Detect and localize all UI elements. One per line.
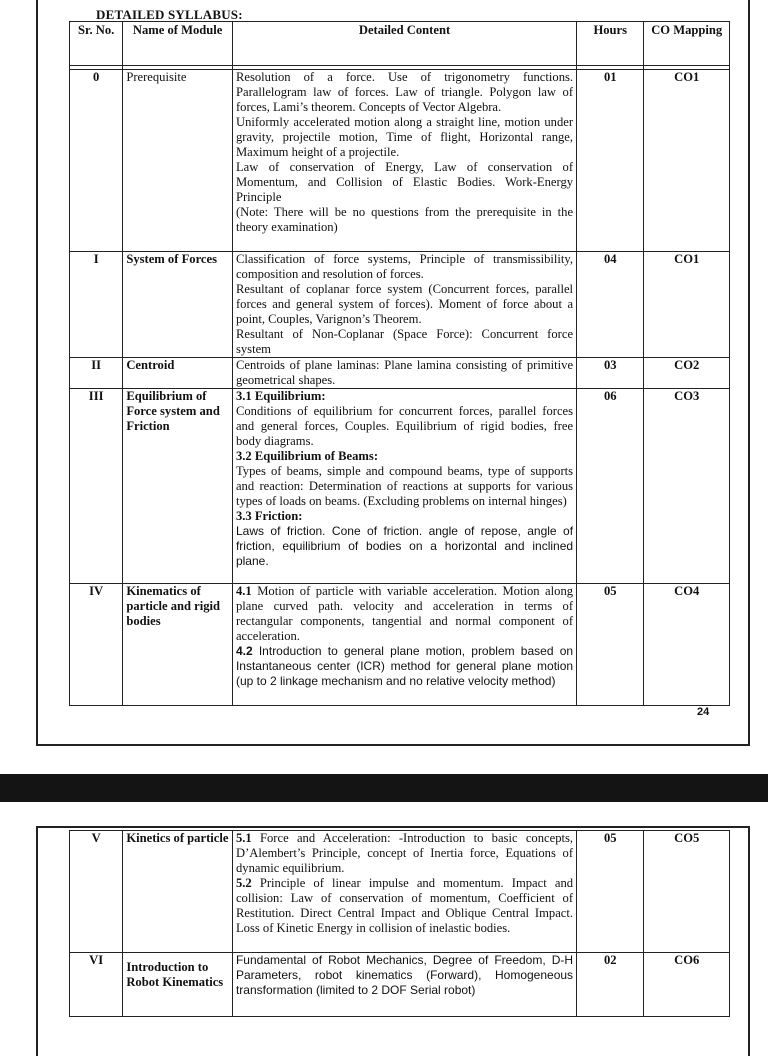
table-header-row [70, 22, 730, 66]
content-paragraph: Laws of friction. Cone of friction. angle of repose, angle of friction, equilibrium of bodies on a horizontal and inclined plane. [235, 524, 574, 568]
column-header-sr-no: Sr. No. [70, 22, 123, 66]
table-row-3 [70, 389, 730, 584]
subsection-text: Force and Acceleration: -Introduction to basic concepts, D’Alembert’s Principle, concept of Inertia force, Equations of dynamic equilibrium. [235, 831, 574, 875]
column-header-detailed-content: Detailed Content [232, 22, 576, 66]
content-paragraph [236, 644, 573, 689]
co-mapping: CO5 [644, 831, 730, 953]
sr-no: VI [70, 953, 123, 1017]
co-mapping: CO6 [644, 953, 730, 1017]
module-name: Kinetics of particle [123, 831, 233, 953]
table-row-1 [70, 252, 730, 358]
hours: 05 [577, 584, 644, 706]
subsection-heading: 3.2 Equilibrium of Beams: [235, 449, 379, 463]
column-header-module-name: Name of Module [123, 22, 233, 66]
sr-no: II [70, 358, 123, 389]
subsection-heading: 3.3 Friction: [235, 509, 303, 523]
hours: 01 [577, 70, 644, 252]
sr-no: 0 [70, 70, 123, 252]
content-paragraph: Types of beams, simple and compound beams, type of supports and reaction: Determination of reactions at supports for various types of loads on beams. (Excluding problems on internal hinges) [235, 464, 574, 508]
page-number: 24 [697, 706, 710, 718]
module-content [232, 70, 576, 252]
hours: 06 [577, 389, 644, 584]
content-paragraph: Conditions of equilibrium for concurrent forces, parallel forces and general forces, Couples. Equilibrium of rigid bodies, free body diagrams. [235, 404, 574, 448]
page-separator [0, 774, 768, 802]
sr-no: III [70, 389, 123, 584]
content-paragraph [236, 876, 573, 936]
table-row-5 [70, 831, 730, 953]
subsection-heading: 3.1 Equilibrium: [235, 389, 326, 403]
hours: 05 [577, 831, 644, 953]
content-paragraph: Centroids of plane laminas: Plane lamina consisting of primitive geometrical shapes. [235, 358, 574, 387]
content-paragraph: Resultant of coplanar force system (Concurrent forces, parallel forces and general system of forces). Moment of force about a point, Couples, Varignon’s Theorem. [235, 282, 574, 326]
table-row-4 [70, 584, 730, 706]
content-paragraph: Classification of force systems, Principle of transmissibility, composition and resolution of forces. [235, 252, 574, 281]
subsection-text: Principle of linear impulse and momentum. Impact and collision: Law of conservation of momentum, Coefficient of Restitution. Direct Central Impact and Oblique Central Impact. Loss of Kinetic Energy in collision of inelastic bodies. [235, 876, 574, 935]
subsection-text: Motion of particle with variable acceleration. Motion along plane curved path. velocity and acceleration in terms of rectangular components, tangential and normal component of acceleration. [235, 584, 574, 643]
co-mapping: CO2 [644, 358, 730, 389]
hours: 04 [577, 252, 644, 358]
co-mapping: CO4 [644, 584, 730, 706]
table-row-0 [70, 70, 730, 252]
column-header-co-mapping: CO Mapping [644, 22, 730, 66]
hours: 02 [577, 953, 644, 1017]
content-paragraph [236, 584, 573, 644]
sr-no: V [70, 831, 123, 953]
module-name: Kinematics of particle and rigid bodies [123, 584, 233, 706]
table-row-6 [70, 953, 730, 1017]
co-mapping: CO1 [644, 252, 730, 358]
module-content: Fundamental of Robot Mechanics, Degree of Freedom, D-H Parameters, robot kinematics (Forward), Homogeneous transformation (limited to 2 DOF Serial robot) [232, 953, 576, 1017]
module-content [232, 358, 576, 389]
sr-no: I [70, 252, 123, 358]
subsection-number: 4.2 [235, 644, 253, 658]
module-content [232, 252, 576, 358]
syllabus-table-continued [69, 830, 730, 1017]
table-row-2 [70, 358, 730, 389]
module-name: Centroid [123, 358, 233, 389]
module-content [232, 584, 576, 706]
subsection-number: 5.2 [235, 876, 252, 890]
subsection-text: Introduction to general plane motion, problem based on Instantaneous center (ICR) method for general plane motion (up to 2 linkage mechanism and no relative velocity method) [235, 644, 574, 688]
subsection-number: 5.1 [235, 831, 252, 845]
module-content [232, 389, 576, 584]
module-name: Prerequisite [123, 70, 233, 252]
sr-no: IV [70, 584, 123, 706]
module-name: Introduction to Robot Kinematics [123, 953, 233, 1017]
content-paragraph: Law of conservation of Energy, Law of conservation of Momentum, and Collision of Elastic Bodies. Work-Energy Principle [235, 160, 574, 204]
content-paragraph: (Note: There will be no questions from the prerequisite in the theory examination) [235, 205, 574, 234]
content-paragraph: Uniformly accelerated motion along a straight line, motion under gravity, projectile motion, Time of flight, Horizontal range, Maximum height of a projectile. [235, 115, 574, 159]
content-paragraph: Resolution of a force. Use of trigonometry functions. Parallelogram law of forces. Law of triangle. Polygon law of forces, Lami’s theorem. Concepts of Vector Algebra. [235, 70, 574, 114]
column-header-hours: Hours [577, 22, 644, 66]
syllabus-table [69, 21, 730, 706]
co-mapping: CO1 [644, 70, 730, 252]
section-heading: DETAILED SYLLABUS: [96, 7, 243, 22]
module-name: System of Forces [123, 252, 233, 358]
content-paragraph [236, 831, 573, 876]
co-mapping: CO3 [644, 389, 730, 584]
hours: 03 [577, 358, 644, 389]
subsection-number: 4.1 [235, 584, 252, 598]
module-content [232, 831, 576, 953]
content-paragraph: Resultant of Non-Coplanar (Space Force): Concurrent force system [235, 327, 574, 356]
module-name: Equilibrium of Force system and Friction [123, 389, 233, 584]
